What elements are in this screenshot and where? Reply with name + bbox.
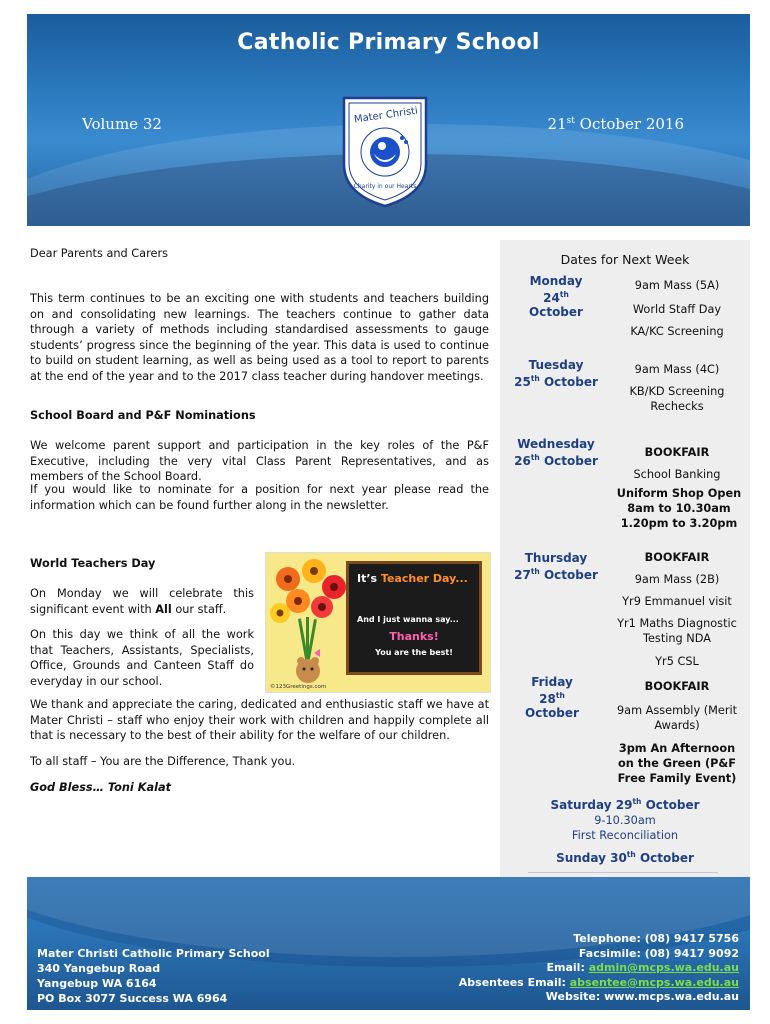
day-suffix: th xyxy=(626,850,636,859)
day-month: October xyxy=(639,851,694,865)
day-number: 24 xyxy=(543,291,560,305)
logo-motto: Charity in our Hearts xyxy=(353,183,417,190)
event-item: 9am Mass (4C) xyxy=(634,363,720,376)
signoff: God Bless… Toni Kalat xyxy=(30,781,172,794)
address-line: 340 Yangebup Road xyxy=(37,962,161,975)
day-month: October xyxy=(543,568,598,582)
day-name: Sunday xyxy=(556,851,606,865)
absentees-email-link[interactable]: absentee@mcps.wa.edu.au xyxy=(569,975,739,989)
dates-panel xyxy=(500,240,750,880)
day-number: 27 xyxy=(514,568,531,582)
event-item: Yr9 Emmanuel visit xyxy=(622,595,732,608)
day-num xyxy=(502,689,602,706)
school-title: Catholic Primary School xyxy=(237,30,540,55)
day-num xyxy=(506,288,606,305)
day-date-line xyxy=(506,565,606,582)
card-line-4: You are the best! xyxy=(375,648,453,657)
event-item: 9am Assembly (Merit Awards) xyxy=(616,704,738,732)
day-name: Tuesday xyxy=(528,358,584,372)
card-line-3: Thanks! xyxy=(389,630,439,643)
teachers-day-paragraph-2: On this day we think of all the work that Teachers, Assistants, Specialists, Office, Grounds and Canteen Staff do everyday in our school. xyxy=(30,628,254,688)
wtd-p1-end: our staff. xyxy=(171,602,227,616)
board-paragraph-2: If you would like to nominate for a position for next year please read the information which can be found further along in the newsletter. xyxy=(30,483,489,512)
day-month: October xyxy=(645,798,700,812)
day-month: October xyxy=(543,375,598,389)
day-sunday xyxy=(500,850,750,865)
day-thursday xyxy=(506,551,606,582)
chalkboard xyxy=(346,561,482,675)
teachers-day-heading: World Teachers Day xyxy=(30,557,156,570)
day-name: Saturday xyxy=(550,798,612,812)
teacher-day-card xyxy=(265,552,491,693)
school-address xyxy=(37,946,270,1006)
card-line-2: And I just wanna say... xyxy=(357,615,459,624)
day-month: October xyxy=(525,706,579,720)
day-tuesday xyxy=(506,358,606,389)
email-link[interactable]: admin@mcps.wa.edu.au xyxy=(588,961,739,975)
day-month: October xyxy=(543,454,598,468)
day-name: Friday xyxy=(531,675,573,689)
event-item: BOOKFAIR xyxy=(644,551,710,564)
card-line-1a: It’s xyxy=(357,572,381,585)
absentees-line xyxy=(459,976,739,991)
event-item: Uniform Shop Open 8am to 10.30am 1.20pm to 3.20pm xyxy=(616,487,742,530)
event-item: BOOKFAIR xyxy=(644,446,710,459)
teachers-day-paragraph-4: To all staff – You are the Difference, Thank you. xyxy=(30,755,296,768)
footer-banner xyxy=(27,877,750,1010)
day-number: 26 xyxy=(514,454,531,468)
event-item: 9-10.30am xyxy=(594,814,656,827)
day-suffix: th xyxy=(530,374,540,383)
absentees-label: Absentees Email: xyxy=(458,975,570,989)
event-item: Yr1 Maths Diagnostic Testing NDA xyxy=(617,617,737,645)
day-date-line xyxy=(506,372,606,389)
card-line-1 xyxy=(357,572,468,585)
day-month: October xyxy=(529,305,583,319)
email-label: Email: xyxy=(546,961,589,975)
day-number: 28 xyxy=(539,692,556,706)
event-item: 9am Mass (2B) xyxy=(634,573,720,586)
term-paragraph: This term continues to be an exciting one with students and teachers building on and consolidating new learnings. The teachers continue to gather data through a variety of methods including standardised assessments to gauge students’ progress since the beginning of the year. This data is used to continue to build on student learning, as well as being used as a tool to report to parents at the end of the year and to the 2017 class teacher during handover meetings. xyxy=(30,292,489,383)
greeting: Dear Parents and Carers xyxy=(30,247,168,260)
event-item: KB/KD Screening Rechecks xyxy=(629,385,725,413)
day-suffix: th xyxy=(530,453,540,462)
volume-label: Volume 32 xyxy=(82,115,162,133)
day-name: Monday xyxy=(529,274,583,288)
day-suffix: th xyxy=(555,691,565,700)
facsimile: Facsimile: (08) 9417 9092 xyxy=(578,946,739,960)
day-friday xyxy=(502,675,602,720)
issue-date xyxy=(548,115,684,133)
day-monday xyxy=(506,274,606,319)
event-item: World Staff Day xyxy=(632,303,722,316)
address-line: PO Box 3077 Success WA 6964 xyxy=(37,992,228,1005)
day-suffix: th xyxy=(559,290,569,299)
address-line: Yangebup WA 6164 xyxy=(37,977,157,990)
day-name: Wednesday xyxy=(517,437,595,451)
event-item: School Banking xyxy=(633,468,721,481)
day-date-line xyxy=(504,451,608,468)
event-item: BOOKFAIR xyxy=(644,680,710,693)
date-rest: October 2016 xyxy=(574,115,684,133)
card-line-1b: Teacher Day... xyxy=(380,572,468,585)
dates-heading: Dates for Next Week xyxy=(560,252,690,267)
date-suffix: st xyxy=(566,116,575,126)
board-heading: School Board and P&F Nominations xyxy=(30,409,256,422)
date-day: 21 xyxy=(547,115,567,133)
event-item: 3pm An Afternoon on the Green (P&F Free Family Event) xyxy=(617,742,737,785)
day-wednesday xyxy=(504,437,608,468)
event-item: Yr5 CSL xyxy=(655,655,699,668)
event-item: KA/KC Screening xyxy=(630,325,724,338)
email-line xyxy=(459,961,739,976)
day-suffix: th xyxy=(530,567,540,576)
website: Website: www.mcps.wa.edu.au xyxy=(545,990,739,1004)
day-number: 25 xyxy=(514,375,531,389)
school-contacts xyxy=(459,932,739,1005)
teachers-day-paragraph-3: We thank and appreciate the caring, dedicated and enthusiastic staff we have at Mater Christi – staff who enjoy their work with children and happily complete all that is necessary to the best of their ability for the welfare of our children. xyxy=(30,698,489,742)
dates-divider xyxy=(528,872,718,873)
telephone: Telephone: (08) 9417 5756 xyxy=(573,932,739,945)
flower-bouquet-icon xyxy=(268,557,352,687)
event-item: 9am Mass (5A) xyxy=(634,279,720,292)
board-paragraph-1: We welcome parent support and participation in the key roles of the P&F Executive, including the very vital Class Parent Representatives, and as members of the School Board. xyxy=(30,439,489,483)
day-number: 30 xyxy=(610,851,627,865)
logo-text-top: Mater Christi xyxy=(353,105,419,126)
card-credit: ©123Greetings.com xyxy=(270,684,327,690)
wtd-p1-text: On Monday we will celebrate this significant event with xyxy=(30,587,254,616)
day-number: 29 xyxy=(615,798,633,812)
day-name: Thursday xyxy=(524,551,588,565)
event-item: First Reconciliation xyxy=(571,829,679,842)
teachers-day-paragraph-1 xyxy=(30,586,254,617)
day-saturday xyxy=(500,797,750,812)
address-line: Mater Christi Catholic Primary School xyxy=(37,947,270,960)
wtd-p1-bold: All xyxy=(155,602,172,616)
day-suffix: th xyxy=(632,797,642,806)
